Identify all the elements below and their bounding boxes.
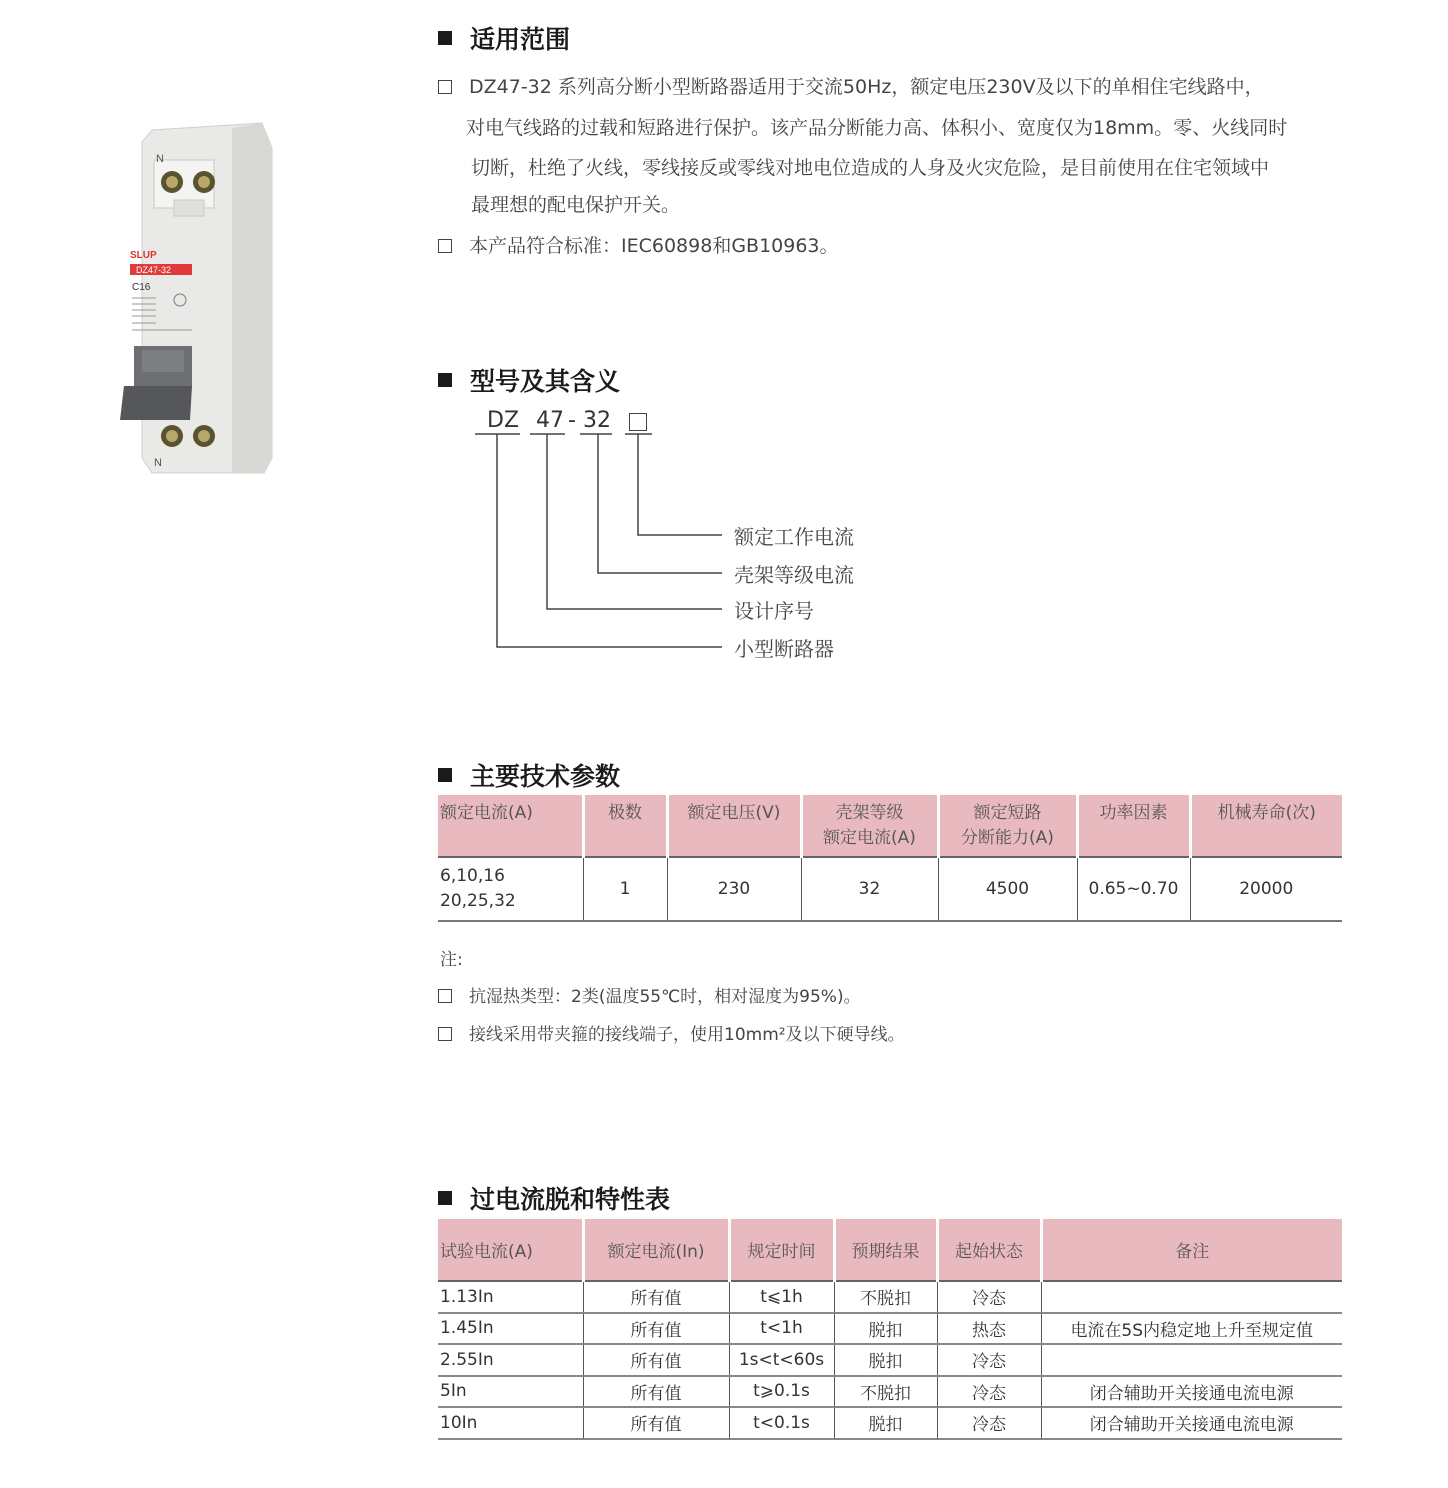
table-row [438,857,1342,921]
note-humidity: 抗湿热类型：2类(温度55℃时，相对湿度为95%)。 [438,982,861,1007]
cell-mechanical-life: 20000 [1190,857,1342,921]
cell-frame-current: 32 [801,857,938,921]
header-initial-state: 起始状态 [937,1219,1041,1281]
header-power-factor: 功率因素 [1077,795,1190,857]
header-frame-current: 壳架等级 额定电流(A) [801,795,938,857]
table-header-row [438,795,1342,857]
svg-text:DZ47-32: DZ47-32 [136,265,172,275]
svg-text:C16: C16 [132,282,151,293]
model-code-32: 32 [583,408,611,433]
header-rated-current: 额定电流(A) [438,795,583,857]
header-rated-current-in: 额定电流(In) [583,1219,729,1281]
scope-line-3: 切断，杜绝了火线，零线接反或零线对地电位造成的人身及火灾危险，是目前使用在住宅领域中 [471,157,1270,179]
tech-params-table [438,795,1342,922]
cell-breaking-capacity: 4500 [938,857,1077,921]
model-code-47: 47 [536,408,564,433]
header-rated-voltage: 额定电压(V) [667,795,801,857]
model-code-dz: DZ [487,408,520,433]
svg-text:N: N [154,457,162,469]
header-breaking-capacity: 额定短路 分断能力(A) [938,795,1077,857]
scope-line-4: 最理想的配电保护开关。 [471,194,681,216]
standard-line: 本产品符合标准：IEC60898和GB10963。 [438,231,839,258]
svg-text:SLUP: SLUP [130,250,157,261]
note-label: 注: [440,950,463,970]
model-label-frame-current: 壳架等级电流 [734,563,854,587]
table-row: 1.45In 所有值 t<1h 脱扣 热态 电流在5S内稳定地上升至规定值 [438,1313,1342,1345]
model-label-design-number: 设计序号 [734,599,814,623]
table-header-row [438,1219,1342,1281]
checkbox-bullet-icon [438,989,452,1003]
model-code-dash: - [568,408,576,433]
section-title-trip: 过电流脱和特性表 [438,1180,670,1216]
header-specified-time: 规定时间 [729,1219,834,1281]
section-title-model: 型号及其含义 [438,362,620,398]
header-poles: 极数 [583,795,667,857]
header-remarks: 备注 [1041,1219,1342,1281]
table-row: 2.55In 所有值 1s<t<60s 脱扣 冷态 [438,1344,1342,1376]
cell-power-factor: 0.65~0.70 [1077,857,1190,921]
model-label-rated-current: 额定工作电流 [734,525,854,549]
header-expected-result: 预期结果 [834,1219,937,1281]
trip-characteristics-table [438,1219,1342,1440]
section-title-params: 主要技术参数 [438,757,620,793]
cell-rated-current: 6,10,16 20,25,32 [438,857,583,921]
scope-line-1: DZ47-32 系列高分断小型断路器适用于交流50Hz，额定电压230V及以下的单相住宅线路中， [438,72,1264,99]
header-mechanical-life: 机械寿命(次) [1190,795,1342,857]
model-label-mcb: 小型断路器 [734,637,834,661]
table-row: 10In 所有值 t<0.1s 脱扣 冷态 闭合辅助开关接通电流电源 [438,1407,1342,1439]
heading-bullet-icon [438,768,452,782]
checkbox-bullet-icon [438,1027,452,1041]
table-row: 5In 所有值 t⩾0.1s 不脱扣 冷态 闭合辅助开关接通电流电源 [438,1376,1342,1408]
svg-text:N: N [156,153,164,165]
cell-poles: 1 [583,857,667,921]
section-title-scope: 适用范围 [438,20,570,56]
cell-rated-voltage: 230 [667,857,801,921]
note-wiring: 接线采用带夹箍的接线端子，使用10mm²及以下硬导线。 [438,1020,905,1045]
model-connector-lines [0,0,1448,700]
table-row: 1.13In 所有值 t⩽1h 不脱扣 冷态 [438,1281,1342,1313]
scope-line-2: 对电气线路的过载和短路进行保护。该产品分断能力高、体积小、宽度仅为18mm。零、火线同时 [466,117,1288,139]
header-test-current: 试验电流(A) [438,1219,583,1281]
heading-bullet-icon [438,1191,452,1205]
